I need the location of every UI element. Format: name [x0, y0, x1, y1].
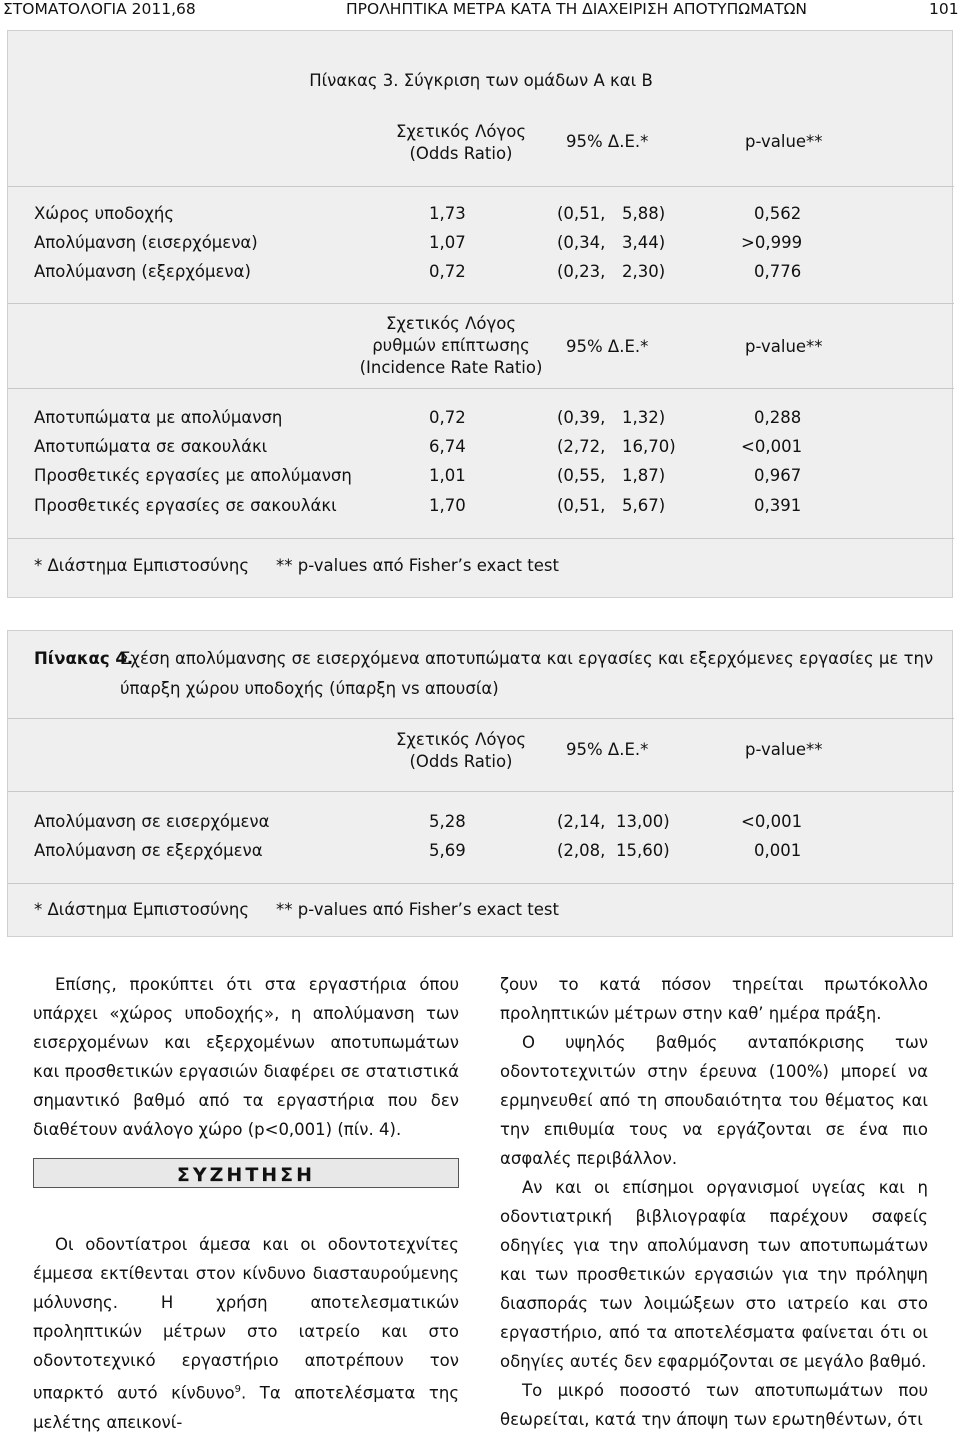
divider: [8, 718, 954, 719]
row-ci-high: 1,32): [622, 408, 666, 427]
row-p-value: 0,001: [754, 841, 802, 860]
footnote-p: ** p-values από Fisher’s exact test: [276, 556, 559, 575]
row-ci-low: (2,08,: [557, 841, 606, 860]
column-header-ratio: (Incidence Rate Ratio): [359, 358, 543, 377]
row-ci-low: (0,23,: [557, 262, 606, 281]
row-value: 1,01: [429, 466, 466, 485]
divider: [8, 186, 954, 187]
row-ci-high: 16,70): [622, 437, 676, 456]
paragraph: [33, 1230, 459, 1437]
divider: [8, 388, 954, 389]
paragraph: Το μικρό ποσοστό των αποτυπωμάτων που θεωρείται, κατά την άποψη των ερωτηθέντων, ότι: [500, 1381, 928, 1429]
row-ci-high: 2,30): [622, 262, 666, 281]
paragraph: ζουν το κατά πόσον τηρείται πρωτόκολλο προληπτικών μέτρων στην καθ’ ημέρα πράξη.: [500, 975, 928, 1023]
row-label: Απολύμανση σε εξερχόμενα: [34, 841, 263, 860]
journal-name: ΣΤΟΜΑΤΟΛΟΓΙΑ 2011,68: [3, 0, 196, 18]
row-label: Χώρος υποδοχής: [34, 204, 175, 223]
row-ci-high: 13,00): [616, 812, 670, 831]
row-ci-low: (0,51,: [557, 204, 606, 223]
reference-number: 9: [234, 1384, 241, 1395]
column-header-ratio: Σχετικός Λόγος: [385, 314, 517, 333]
row-p-value: 0,391: [754, 496, 802, 515]
column-header-ratio: Σχετικός Λόγος: [395, 122, 527, 141]
divider: [8, 883, 954, 884]
column-header-p: p-value**: [745, 132, 823, 151]
column-header-p: p-value**: [745, 740, 823, 759]
row-label: Προσθετικές εργασίες με απολύμανση: [34, 466, 352, 485]
divider: [8, 791, 954, 792]
paragraph: Αν και οι επίσημοι οργανισμοί υγείας και η οδοντιατρική βιβλιογραφία παρέχουν σαφείς οδηγίες για την απολύμανση των αποτυπωμάτων και των προσθετικών εργασιών για την πρόληψη διασποράς των λοιμώξεων στο ιατρείο και στο εργαστήριο, από τα αποτελέσματα φαίνεται ότι οι οδηγίες αυτές δεν εφαρμόζονται σε μεγάλο βαθμό.: [500, 1178, 928, 1371]
row-value: 0,72: [429, 408, 466, 427]
row-ci-high: 15,60): [616, 841, 670, 860]
row-ci-high: 5,88): [622, 204, 666, 223]
column-header-ratio: (Odds Ratio): [409, 752, 513, 771]
footnote-ci: * Διάστημα Εμπιστοσύνης: [34, 900, 249, 919]
left-column: [33, 970, 459, 1144]
row-value: 5,28: [429, 812, 466, 831]
row-value: 6,74: [429, 437, 466, 456]
paragraph-text: Οι οδοντίατροι άμεσα και οι οδοντοτεχνίτες έμμεσα εκτίθενται στον κίνδυνο διασταυρούμενης μόλυνσης. Η χρήση αποτελεσματικών προληπτικών μέτρων στο ιατρείο και στο οδοντοτεχνικό εργαστήριο αποτρέπουν τον υπαρκτό αυτό κίνδυνο: [33, 1235, 459, 1403]
column-header-ci: 95% Δ.Ε.*: [566, 132, 649, 151]
row-value: 1,73: [429, 204, 466, 223]
row-label: Προσθετικές εργασίες σε σακουλάκι: [34, 496, 337, 515]
divider: [8, 538, 954, 539]
table-caption: Πίνακας 3. Σύγκριση των ομάδων Α και Β: [309, 71, 653, 90]
running-title: ΠΡΟΛΗΠΤΙΚΑ ΜΕΤΡΑ ΚΑΤΑ ΤΗ ΔΙΑΧΕΙΡΙΣΗ ΑΠΟΤΥΠΩΜΑΤΩΝ: [346, 0, 808, 18]
footnote-ci: * Διάστημα Εμπιστοσύνης: [34, 556, 249, 575]
row-p-value: >0,999: [741, 233, 803, 252]
row-ci-high: 3,44): [622, 233, 666, 252]
table-4: [7, 630, 953, 937]
row-p-value: 0,562: [754, 204, 802, 223]
row-label: Απολύμανση σε εισερχόμενα: [34, 812, 270, 831]
row-ci-low: (0,55,: [557, 466, 606, 485]
table-caption: Σχέση απολύμανσης σε εισερχόμενα αποτυπώματα και εργασίες και εξερχόμενες εργασίες με την: [120, 649, 934, 668]
column-header-p: p-value**: [745, 337, 823, 356]
column-header-ci: 95% Δ.Ε.*: [566, 740, 649, 759]
row-ci-low: (0,34,: [557, 233, 606, 252]
paragraph-text: . Τα αποτελέσματα της μελέτης απεικονί-: [33, 1383, 460, 1432]
row-p-value: <0,001: [741, 437, 803, 456]
row-value: 1,70: [429, 496, 466, 515]
row-label: Αποτυπώματα με απολύμανση: [34, 408, 283, 427]
row-label: Αποτυπώματα σε σακουλάκι: [34, 437, 268, 456]
row-p-value: 0,776: [754, 262, 802, 281]
row-value: 1,07: [429, 233, 466, 252]
row-value: 5,69: [429, 841, 466, 860]
table-caption: ύπαρξη χώρου υποδοχής (ύπαρξη vs απουσία): [120, 679, 499, 698]
divider: [8, 303, 954, 304]
table-caption-label: Πίνακας 4.: [34, 649, 134, 668]
column-header-ratio: (Odds Ratio): [409, 144, 513, 163]
row-value: 0,72: [429, 262, 466, 281]
row-ci-high: 1,87): [622, 466, 666, 485]
page-number: 101: [929, 0, 959, 18]
footnote-p: ** p-values από Fisher’s exact test: [276, 900, 559, 919]
row-p-value: 0,967: [754, 466, 802, 485]
table-3: [7, 30, 953, 598]
paragraph: Ο υψηλός βαθμός ανταπόκρισης των οδοντοτεχνιτών στην έρευνα (100%) μπορεί να ερμηνευθεί από τη σπουδαιότητα του θέματος και την επιθυμία τους να εργάζονται σε ένα πιο ασφαλές περιβάλλον.: [500, 1033, 928, 1168]
column-header-ratio: Σχετικός Λόγος: [395, 730, 527, 749]
row-label: Απολύμανση (εξερχόμενα): [34, 262, 251, 281]
section-heading: [33, 1158, 459, 1188]
row-ci-low: (0,39,: [557, 408, 606, 427]
row-ci-low: (0,51,: [557, 496, 606, 515]
left-column: [33, 1230, 459, 1437]
row-ci-low: (2,14,: [557, 812, 606, 831]
row-label: Απολύμανση (εισερχόμενα): [34, 233, 258, 252]
row-p-value: <0,001: [741, 812, 803, 831]
section-title: ΣΥΖΗΤΗΣΗ: [176, 1164, 316, 1186]
column-header-ci: 95% Δ.Ε.*: [566, 337, 649, 356]
row-p-value: 0,288: [754, 408, 802, 427]
column-header-ratio: ρυθμών επίπτωσης: [372, 336, 530, 355]
paragraph: Επίσης, προκύπτει ότι στα εργαστήρια όπου υπάρχει «χώρος υποδοχής», η απολύμανση των εισερχομένων και εξερχομένων αποτυπωμάτων και προσθετικών εργασιών διαφέρει σε στατιστικά σημαντικό βαθμό από τα εργαστήρια που δεν διαθέτουν ανάλογο χώρο (p<0,001) (πίν. 4).: [33, 975, 459, 1139]
row-ci-low: (2,72,: [557, 437, 606, 456]
row-ci-high: 5,67): [622, 496, 666, 515]
right-column: [500, 970, 928, 1434]
